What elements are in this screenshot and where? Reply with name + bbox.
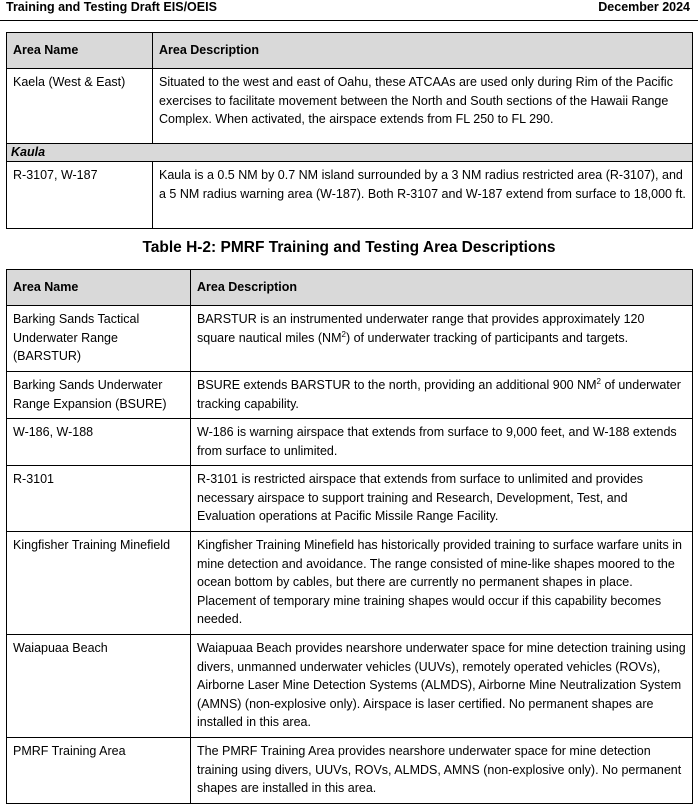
page-header (0, 0, 698, 21)
superscript: 2 (341, 329, 346, 339)
area-description-cell: Kaula is a 0.5 NM by 0.7 NM island surrounded by a 3 NM radius restricted area (R-3107), and a 5 NM radius warning area (W-187). Both R-3107 and W-187 extend from surface to 18,000 ft. (153, 162, 693, 229)
area-description-cell: Situated to the west and east of Oahu, these ATCAAs are used only during Rim of the Pacific exercises to facilitate movement between the North and South sections of the Hawaii Range Complex. When activated, the airspace extends from FL 250 to FL 290. (153, 69, 693, 144)
area-name-cell: Barking Sands Underwater Range Expansion (BSURE) (7, 372, 191, 419)
table-row (7, 419, 693, 466)
area-name-cell: R-3101 (7, 466, 191, 532)
area-description-cell: Waiapuaa Beach provides nearshore underwater space for mine detection training using divers, unmanned underwater vehicles (UUVs), remotely operated vehicles (ROVs), Airborne Laser Mine Detection Systems (ALMDS), Airborne Mine Neutralization System (AMNS) (non-explosive only). Airspace is laser certified. No permanent shapes are installed in this area. (191, 635, 693, 738)
superscript: 2 (596, 376, 601, 386)
table-kaela-kaula (6, 32, 693, 229)
section-row (7, 144, 693, 162)
description-text: BARSTUR is an instrumented underwater range that provides approximately 120 square nautical miles (NM (197, 312, 645, 345)
description-text: BSURE extends BARSTUR to the north, providing an additional 900 NM (197, 378, 597, 392)
table-caption: Table H-2: PMRF Training and Testing Area Descriptions (142, 239, 556, 256)
document-date: December 2024 (598, 0, 690, 14)
area-name-cell: Waiapuaa Beach (7, 635, 191, 738)
section-title: Kaula (7, 144, 693, 162)
description-text: ) of underwater tracking of participants and targets. (345, 330, 629, 345)
area-description-cell: The PMRF Training Area provides nearshore underwater space for mine detection training using divers, UUVs, ROVs, ALMDS, AMNS (non-explosive only). No permanent shapes are installed in this area. (191, 738, 693, 804)
area-description-cell (191, 372, 693, 419)
area-name-cell: Kaela (West & East) (7, 69, 153, 144)
area-description-cell: R-3101 is restricted airspace that extends from surface to unlimited and provides necessary airspace to support training and Research, Development, Test, and Evaluation operations at Pacific Missile Range Facility. (191, 466, 693, 532)
column-header-area-description: Area Description (153, 33, 693, 69)
column-header-area-name: Area Name (7, 33, 153, 69)
area-name-cell: W-186, W-188 (7, 419, 191, 466)
description-text: of underwater tracking capability. (197, 378, 681, 411)
column-header-area-description: Area Description (191, 270, 693, 306)
table-row (7, 532, 693, 635)
table-row (7, 466, 693, 532)
area-description-cell: Kingfisher Training Minefield has historically provided training to surface warfare units in mine detection and avoidance. The range consisted of mine-like shapes moored to the ocean bottom by cables, but there are currently no permanent shapes in place. Placement of temporary mine training shapes would occur if this capability becomes needed. (191, 532, 693, 635)
area-name-cell: PMRF Training Area (7, 738, 191, 804)
area-name-cell: Barking Sands Tactical Underwater Range (BARSTUR) (7, 306, 191, 372)
table-pmrf-areas (6, 269, 693, 804)
document-title: Training and Testing Draft EIS/OEIS (6, 0, 217, 14)
table-row (7, 738, 693, 804)
table-row (7, 635, 693, 738)
area-description-cell (191, 306, 693, 372)
table-row (7, 69, 693, 144)
table-row (7, 162, 693, 229)
table-row (7, 306, 693, 372)
area-name-cell: Kingfisher Training Minefield (7, 532, 191, 635)
area-description-cell: W-186 is warning airspace that extends from surface to 9,000 feet, and W-188 extends from surface to unlimited. (191, 419, 693, 466)
table-header-row (7, 33, 693, 69)
table-row (7, 372, 693, 419)
table-header-row (7, 270, 693, 306)
column-header-area-name: Area Name (7, 270, 191, 306)
area-name-cell: R-3107, W-187 (7, 162, 153, 229)
